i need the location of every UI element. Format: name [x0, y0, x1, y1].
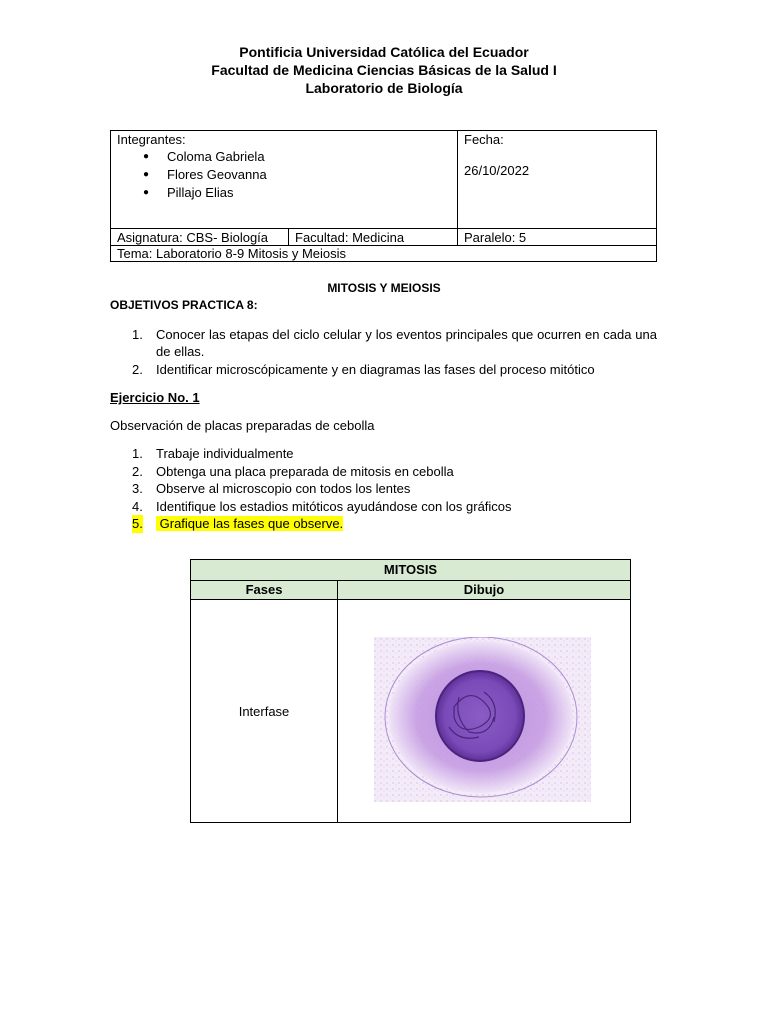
lab-name: Laboratorio de Biología [305, 80, 463, 96]
step-text: Trabaje individualmente [156, 446, 294, 461]
document-header [0, 43, 768, 97]
subject-cell: Asignatura: CBS- Biología [111, 229, 289, 245]
parallel-cell: Paralelo: 5 [464, 230, 527, 245]
section-title: MITOSIS Y MEIOSIS [327, 281, 441, 295]
interphase-cell-image [374, 637, 591, 802]
date-cell [458, 131, 656, 228]
mitosis-table-title: MITOSIS [191, 560, 630, 581]
objective-item [110, 326, 657, 360]
step-text: Obtenga una placa preparada de mitosis en cebolla [156, 463, 454, 479]
member-item: ● Coloma Gabriela [151, 148, 451, 166]
members-label: Integrantes: [117, 132, 186, 147]
member-item: ● Flores Geovanna [151, 166, 451, 184]
objective-text: Identificar microscópicamente y en diagramas las fases del proceso mitótico [156, 362, 595, 377]
date-value: 26/10/2022 [464, 163, 530, 178]
date-label: Fecha: [464, 132, 504, 147]
step-item [110, 480, 512, 498]
step-number: 4. [132, 498, 143, 514]
university-name: Pontificia Universidad Católica del Ecuador [239, 44, 529, 60]
drawing-cell [338, 600, 630, 822]
members-list [117, 148, 451, 202]
steps-list [110, 445, 512, 533]
faculty-name: Facultad de Medicina Ciencias Básicas de la Salud I [211, 62, 557, 78]
objective-number: 2. [132, 362, 143, 377]
objective-number: 1. [132, 327, 143, 342]
step-number: 5. [132, 516, 143, 532]
step-item [110, 445, 512, 463]
info-table [110, 130, 657, 262]
step-number: 3. [132, 481, 143, 497]
exercise-title: Ejercicio No. 1 [110, 390, 200, 405]
exercise-subtitle: Observación de placas preparadas de cebolla [110, 418, 375, 433]
member-item: ● Pillajo Elias [151, 184, 451, 202]
objectives-title: OBJETIVOS PRACTICA 8: [110, 298, 258, 312]
objective-item [110, 361, 657, 378]
step-text: Observe al microscopio con todos los lentes [156, 481, 411, 497]
faculty-cell: Facultad: Medicina [289, 229, 458, 245]
step-number: 1. [132, 446, 143, 461]
step-item [110, 498, 512, 516]
mitosis-table-header [191, 581, 630, 600]
step-number: 2. [132, 463, 143, 479]
mitosis-table [190, 559, 631, 823]
objective-text: Conocer las etapas del ciclo celular y los eventos principales que ocurren en cada una de ellas. [156, 327, 657, 359]
column-header-phases: Fases [191, 581, 338, 599]
table-row [191, 600, 630, 822]
objectives-list [110, 326, 657, 379]
step-item [110, 463, 512, 481]
phase-name: Interfase [191, 600, 338, 822]
step-item-highlighted [110, 515, 512, 533]
members-cell [111, 131, 458, 228]
topic-cell: Tema: Laboratorio 8-9 Mitosis y Meiosis [117, 246, 347, 261]
step-text: Identifique los estadios mitóticos ayudándose con los gráficos [156, 498, 512, 514]
step-text: Grafique las fases que observe. [159, 516, 344, 532]
column-header-drawing: Dibujo [463, 582, 505, 597]
